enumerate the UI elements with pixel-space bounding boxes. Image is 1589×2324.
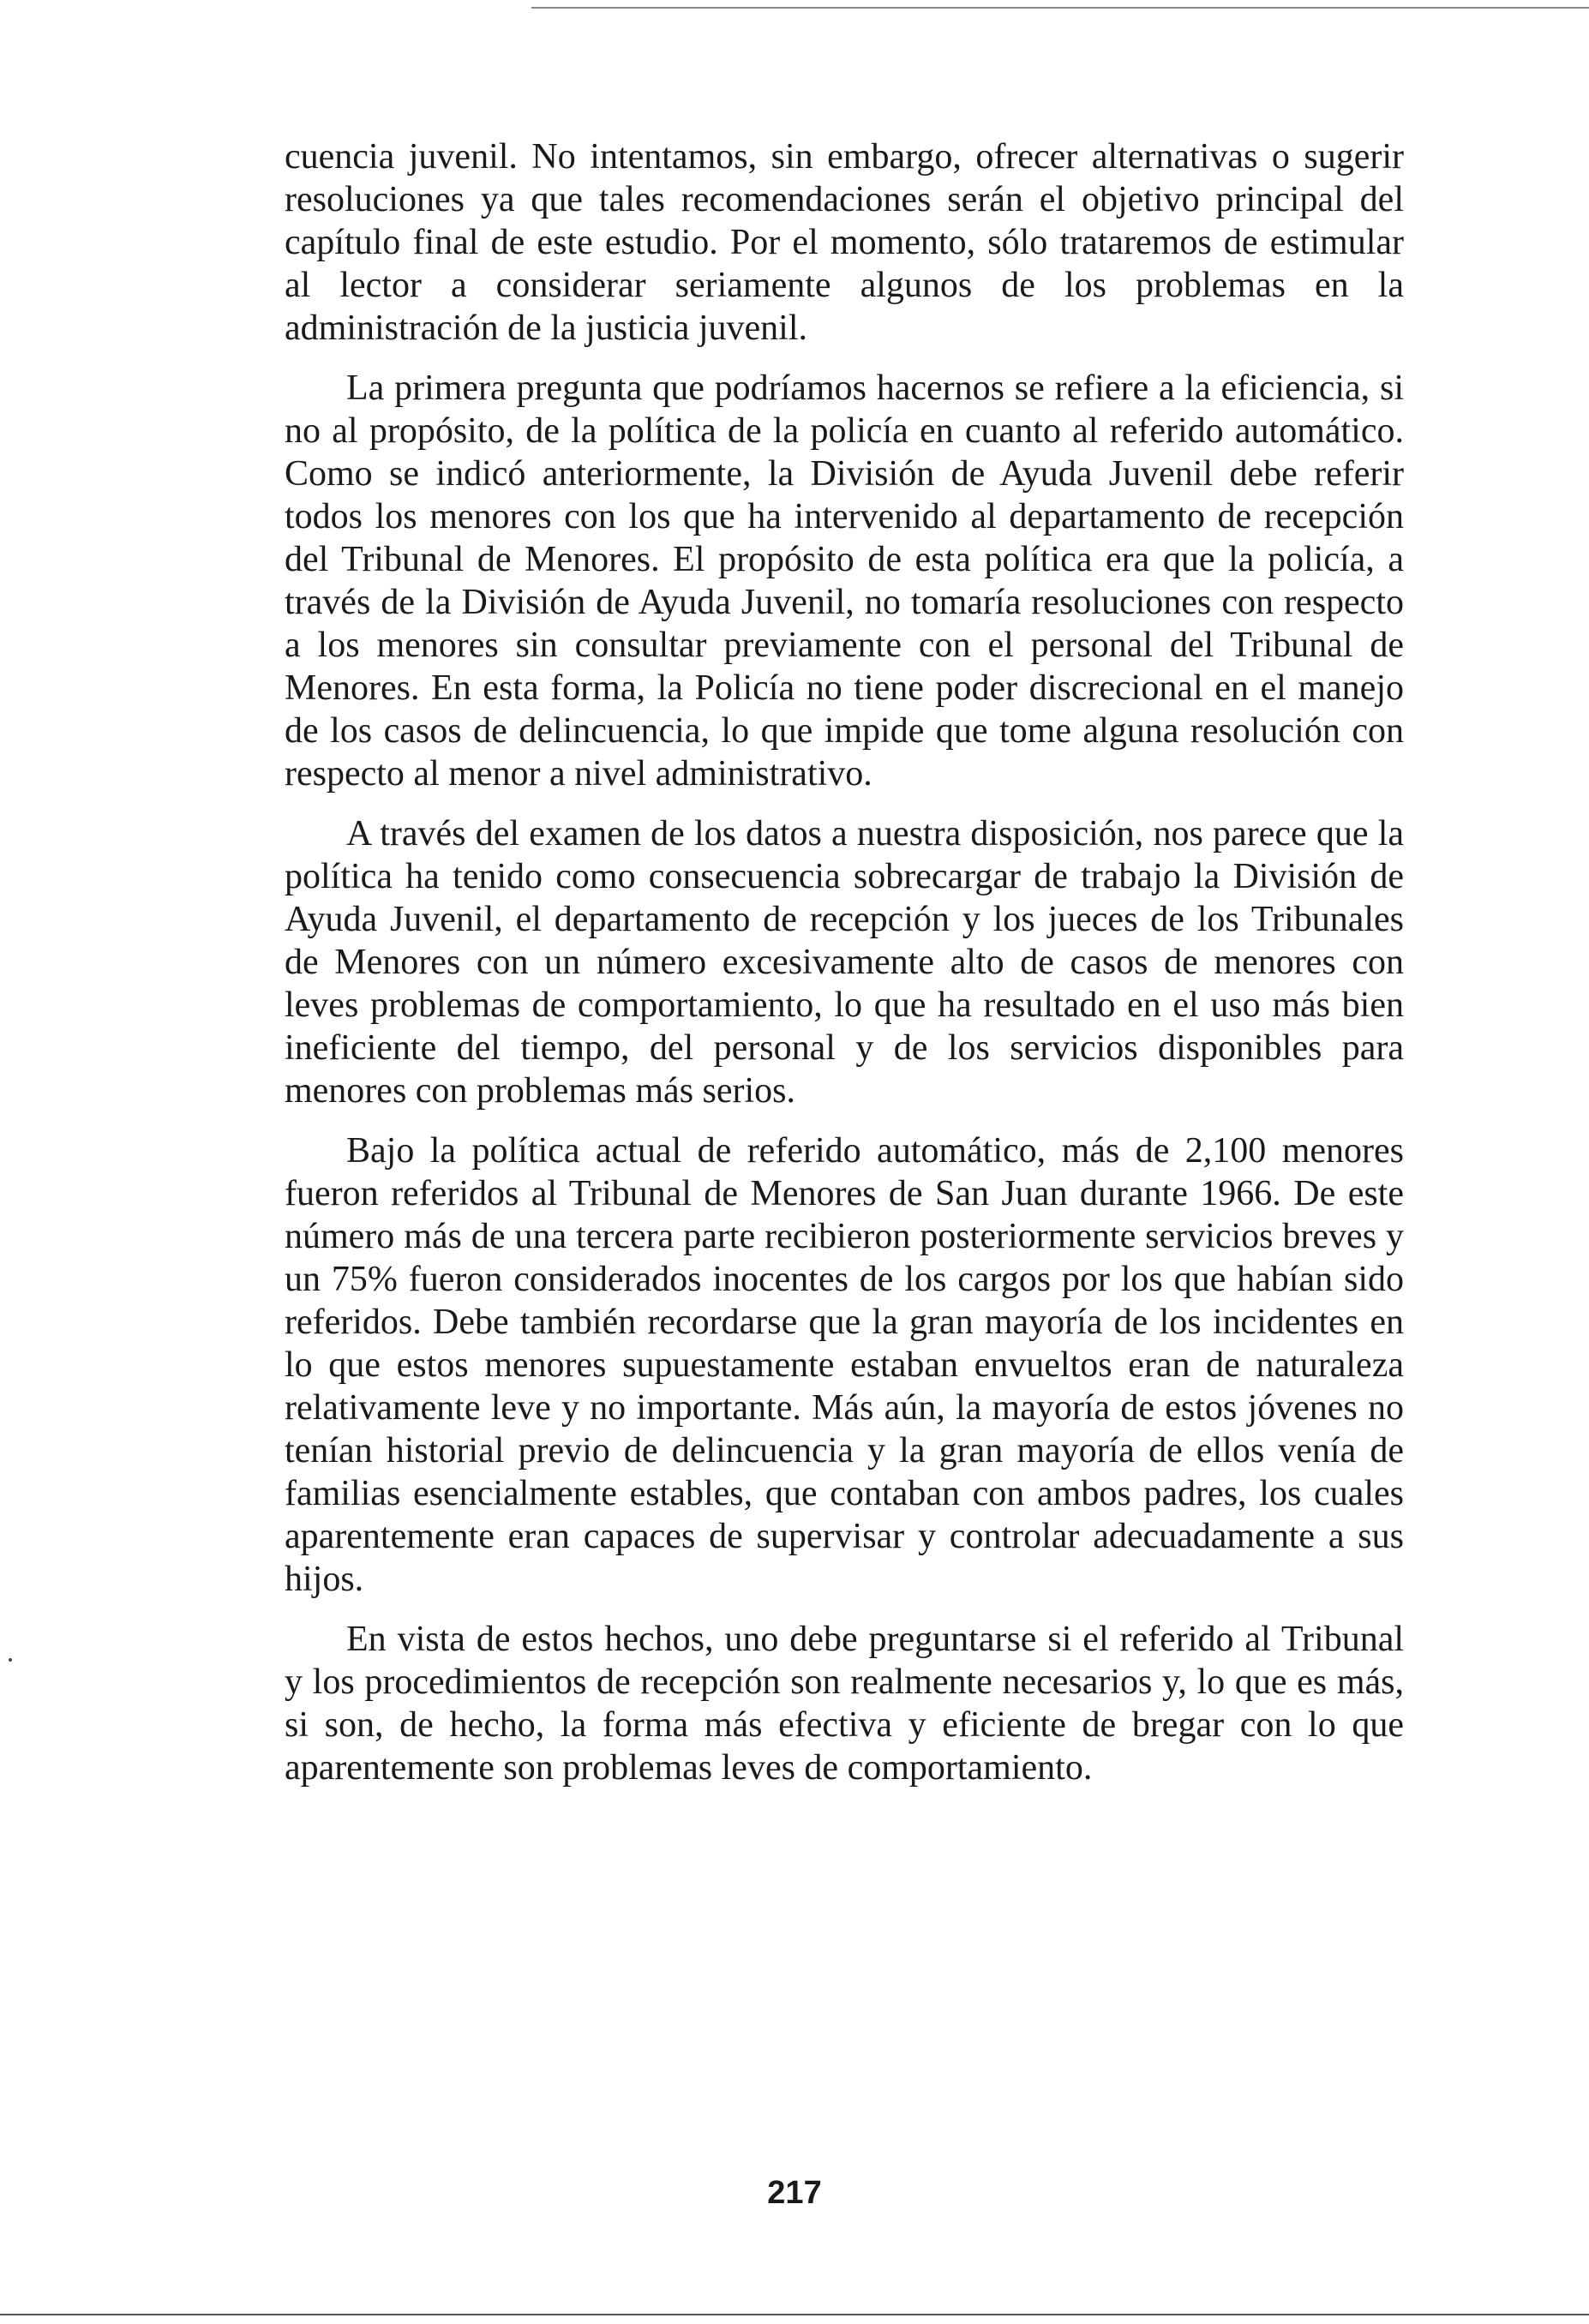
margin-mark	[9, 1658, 12, 1662]
paragraph-4: Bajo la política actual de referido automático, más de 2,100 menores fueron referidos al Tribunal de Menores de San Juan durante 1966. De este número más de una tercera parte recibieron posteriormente servicios breves y un 75% fueron considerados inocentes de los cargos por los que habían sido referidos. Debe también recordarse que la gran mayoría de los incidentes en lo que estos menores supuestamente estaban envueltos eran de naturaleza relativamente leve y no importante. Más aún, la mayoría de estos jóvenes no tenían historial previo de delincuencia y la gran mayoría de ellos venía de familias esencialmente estables, que contaban con ambos padres, los cuales aparentemente eran capaces de supervisar y controlar adecuadamente a sus hijos.	[285, 1131, 1404, 1599]
top-rule	[531, 7, 1589, 9]
paragraph-5: En vista de estos hechos, uno debe preguntarse si el referido al Tribunal y los procedimientos de recepción son realmente necesarios y, lo que es más, si son, de hecho, la forma más efectiva y eficiente de bregar con lo que aparentemente son problemas leves de comportamiento.	[285, 1620, 1404, 1788]
paragraph-1: cuencia juvenil. No intentamos, sin embargo, ofrecer alternativas o sugerir resoluciones ya que tales recomendaciones serán el objetivo principal del capítulo final de este estudio. Por el momento, sólo trataremos de estimular al lector a considerar seriamente algunos de los problemas en la administración de la justicia juvenil.	[285, 137, 1404, 348]
paragraph-2: La primera pregunta que podríamos hacernos se refiere a la eficiencia, si no al propósito, de la política de la policía en cuanto al referido automático. Como se indicó anteriormente, la División de Ayuda Juvenil debe referir todos los menores con los que ha intervenido al departamento de recepción del Tribunal de Menores. El propósito de esta política era que la policía, a través de la División de Ayuda Juvenil, no tomaría resoluciones con respecto a los menores sin consultar previamente con el personal del Tribunal de Menores. En esta forma, la Policía no tiene poder discrecional en el manejo de los casos de delincuencia, lo que impide que tome alguna resolución con respecto al menor a nivel administrativo.	[285, 368, 1404, 794]
bottom-rule	[0, 2314, 1589, 2315]
body-text	[285, 135, 1404, 1806]
paragraph-3: A través del examen de los datos a nuestra disposición, nos parece que la política ha tenido como consecuencia sobrecargar de trabajo la División de Ayuda Juvenil, el departamento de recepción y los jueces de los Tribunales de Menores con un número excesivamente alto de casos de menores con leves problemas de comportamiento, lo que ha resultado en el uso más bien ineficiente del tiempo, del personal y de los servicios disponibles para menores con problemas más serios.	[285, 814, 1404, 1111]
page-number: 217	[767, 2175, 822, 2211]
